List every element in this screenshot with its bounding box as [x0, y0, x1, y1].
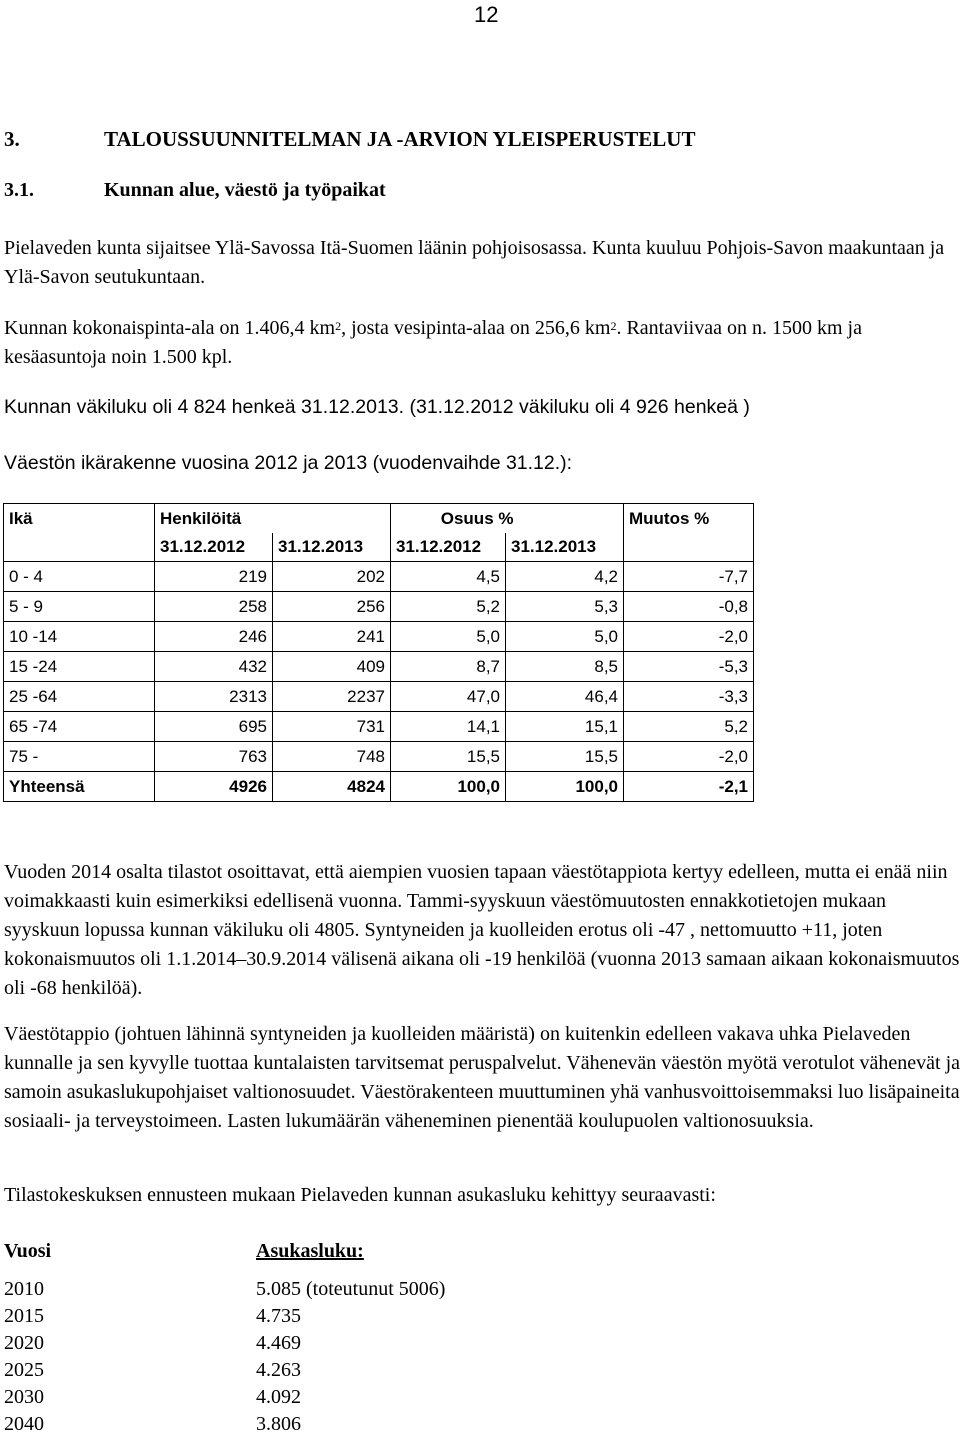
cell-n2013: 256 [273, 592, 391, 622]
cell-n2013: 2237 [273, 682, 391, 712]
paragraph-forecast-intro: Tilastokeskuksen ennusteen mukaan Pielaveden kunnan asukasluku kehittyy seuraavasti: [4, 1184, 716, 1206]
cell-n2012: 695 [155, 712, 273, 742]
forecast-year: 2025 [4, 1359, 44, 1381]
header-persons-cont [273, 504, 391, 534]
table-row [4, 682, 754, 712]
age-structure-table [3, 503, 754, 802]
forecast-row [4, 1332, 301, 1355]
section-title: TALOUSSUUNNITELMAN JA -ARVION YLEISPERUSTELUT [104, 127, 696, 151]
cell-age: Yhteensä [4, 772, 155, 802]
cell-n2013: 202 [273, 562, 391, 592]
table-total-row [4, 772, 754, 802]
header-age: Ikä [4, 504, 155, 534]
subheader-persons-2012: 31.12.2012 [155, 533, 273, 562]
cell-age: 5 - 9 [4, 592, 155, 622]
page-number: 12 [474, 2, 499, 27]
cell-age: 65 -74 [4, 712, 155, 742]
subsection-title: Kunnan alue, väestö ja työpaikat [104, 179, 386, 201]
cell-age: 10 -14 [4, 622, 155, 652]
cell-p2013: 4,2 [506, 562, 624, 592]
header-share-cont [506, 504, 624, 534]
cell-p2012: 8,7 [391, 652, 506, 682]
paragraph-area [4, 314, 960, 372]
paragraph-location: Pielaveden kunta sijaitsee Ylä-Savossa Itä-Suomen läänin pohjoisosassa. Kunta kuuluu Pohjois-Savon maakuntaan ja Ylä-Savon seutukuntaan. [4, 237, 945, 288]
cell-p2013: 8,5 [506, 652, 624, 682]
table-row [4, 622, 754, 652]
subheader-persons-2013: 31.12.2013 [273, 533, 391, 562]
table-body [4, 562, 754, 802]
forecast-year: 2015 [4, 1305, 44, 1327]
cell-change: -2,1 [624, 772, 754, 802]
cell-change: -2,0 [624, 622, 754, 652]
header-persons: Henkilöitä [155, 504, 273, 534]
cell-change: -7,7 [624, 562, 754, 592]
cell-p2012: 100,0 [391, 772, 506, 802]
cell-age: 15 -24 [4, 652, 155, 682]
forecast-population: 3.806 [256, 1413, 301, 1435]
cell-p2013: 100,0 [506, 772, 624, 802]
cell-p2013: 5,0 [506, 622, 624, 652]
forecast-year: 2030 [4, 1386, 44, 1408]
subsection-number: 3.1. [4, 179, 34, 201]
cell-p2013: 15,1 [506, 712, 624, 742]
forecast-header-year: Vuosi [4, 1240, 52, 1262]
subheader-share-2013: 31.12.2013 [506, 533, 624, 562]
forecast-year: 2010 [4, 1278, 44, 1300]
subheader-empty [4, 533, 155, 562]
table-row [4, 742, 754, 772]
subheader-change-empty [624, 533, 754, 562]
cell-n2012: 2313 [155, 682, 273, 712]
cell-p2013: 15,5 [506, 742, 624, 772]
cell-n2012: 246 [155, 622, 273, 652]
paragraph-2014-stats: Vuoden 2014 osalta tilastot osoittavat, että aiempien vuosien tapaan väestötappiota kertyy edelleen, mutta ei enää niin voimakkaasti kuin esimerkiksi edellisenä vuonna. Tammi-syyskuun väestömuutosten ennakkotietojen mukaan syyskuun lopussa kunnan väkiluku oli 4805. Syntyneiden ja kuolleiden erotus oli -47 , nettomuutto +11, joten kokonaismuutos oli 1.1.2014–30.9.2014 välisenä aikana oli -19 henkilöä (vuonna 2013 samaan aikaan kokonaismuutos oli -68 henkilöä). [4, 861, 960, 999]
cell-n2013: 731 [273, 712, 391, 742]
table-row [4, 562, 754, 592]
forecast-population: 4.735 [256, 1305, 301, 1327]
area-text-1: Kunnan kokonaispinta-ala on 1.406,4 km [4, 317, 336, 339]
forecast-population: 5.085 (toteutunut 5006) [256, 1278, 446, 1300]
cell-p2013: 5,3 [506, 592, 624, 622]
cell-n2013: 4824 [273, 772, 391, 802]
forecast-header-pop: Asukasluku: [256, 1240, 364, 1262]
area-text-2: , josta vesipinta-alaa on 256,6 km [341, 317, 611, 339]
forecast-population: 4.263 [256, 1359, 301, 1381]
forecast-row [4, 1305, 301, 1328]
section-heading [4, 127, 695, 152]
cell-p2012: 4,5 [391, 562, 506, 592]
forecast-header [4, 1240, 364, 1263]
cell-age: 25 -64 [4, 682, 155, 712]
area-text-3: . Rantaviivaa on n. 1500 km ja kesäasuntoja noin 1.500 kpl. [4, 317, 862, 368]
cell-n2012: 219 [155, 562, 273, 592]
section-number: 3. [4, 127, 20, 151]
table-subheader-row [4, 533, 754, 562]
cell-n2013: 409 [273, 652, 391, 682]
paragraph-age-structure: Väestön ikärakenne vuosina 2012 ja 2013 (vuodenvaihde 31.12.): [4, 452, 573, 474]
cell-p2012: 15,5 [391, 742, 506, 772]
cell-p2012: 5,2 [391, 592, 506, 622]
table-row [4, 652, 754, 682]
cell-n2012: 258 [155, 592, 273, 622]
cell-n2013: 241 [273, 622, 391, 652]
cell-change: -2,0 [624, 742, 754, 772]
cell-n2012: 763 [155, 742, 273, 772]
area-sup-1: 2 [335, 319, 342, 333]
paragraph-population-loss: Väestötappio (johtuen lähinnä syntyneiden ja kuolleiden määristä) on kuitenkin edelleen vakava uhka Pielaveden kunnalle ja sen kyvylle tuottaa kuntalaisten tarvitsemat peruspalvelut. Vähenevän väestön myötä verotulot vähenevät ja samoin asukaslukupohjaiset valtionosuudet. Väestörakenteen muuttuminen yhä vanhusvoittoisemmaksi luo lisäpaineita sosiaali- ja terveystoimeen. Lasten lukumäärän väheneminen pienentää koulupuolen valtionosuuksia. [4, 1023, 960, 1132]
forecast-population: 4.092 [256, 1386, 301, 1408]
table-row [4, 592, 754, 622]
cell-n2012: 4926 [155, 772, 273, 802]
cell-p2012: 47,0 [391, 682, 506, 712]
cell-p2012: 14,1 [391, 712, 506, 742]
table-row [4, 712, 754, 742]
forecast-row [4, 1359, 301, 1382]
cell-p2012: 5,0 [391, 622, 506, 652]
cell-p2013: 46,4 [506, 682, 624, 712]
cell-age: 75 - [4, 742, 155, 772]
area-sup-2: 2 [610, 319, 617, 333]
subheader-share-2012: 31.12.2012 [391, 533, 506, 562]
forecast-population: 4.469 [256, 1332, 301, 1354]
forecast-year: 2040 [4, 1413, 44, 1435]
paragraph-population: Kunnan väkiluku oli 4 824 henkeä 31.12.2013. (31.12.2012 väkiluku oli 4 926 henkeä ) [4, 396, 750, 418]
cell-n2012: 432 [155, 652, 273, 682]
forecast-row [4, 1386, 301, 1409]
header-share-label: Osuus % [440, 508, 514, 528]
subsection-heading [4, 179, 386, 202]
cell-change: 5,2 [624, 712, 754, 742]
header-change: Muutos % [624, 504, 754, 534]
table-header-row [4, 504, 754, 534]
cell-n2013: 748 [273, 742, 391, 772]
cell-change: -5,3 [624, 652, 754, 682]
forecast-row [4, 1413, 301, 1436]
cell-age: 0 - 4 [4, 562, 155, 592]
header-share [391, 504, 514, 534]
forecast-year: 2020 [4, 1332, 44, 1354]
cell-change: -3,3 [624, 682, 754, 712]
forecast-row [4, 1278, 445, 1301]
cell-change: -0,8 [624, 592, 754, 622]
